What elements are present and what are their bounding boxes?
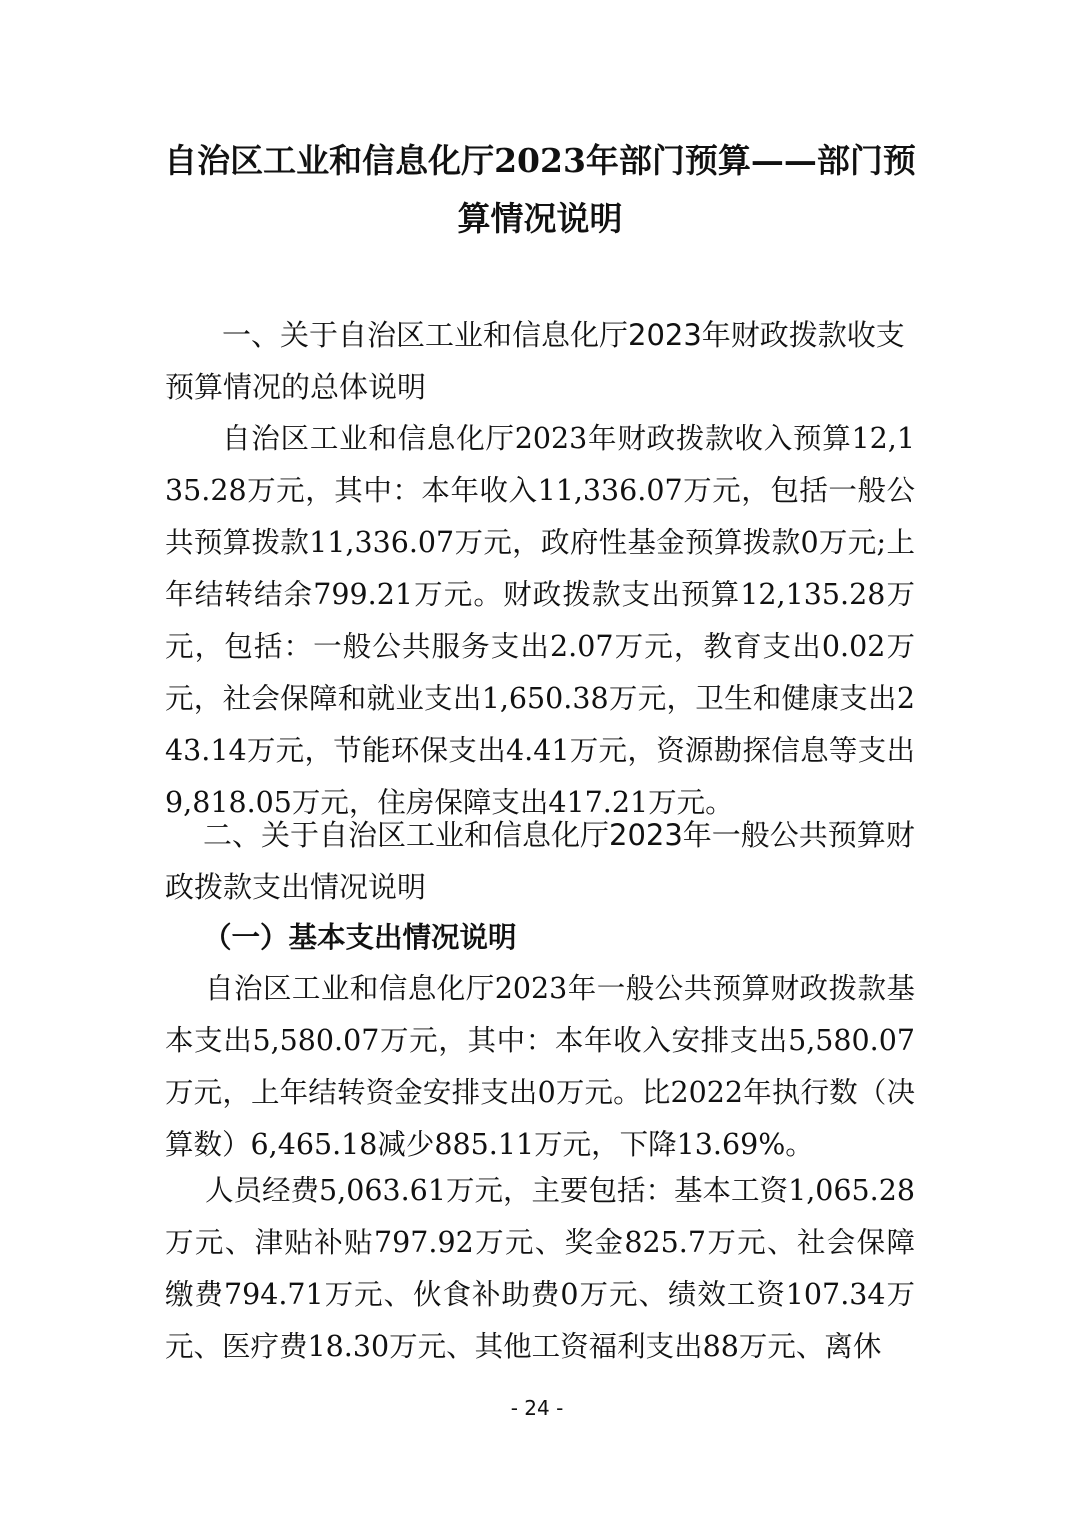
section-2-heading: 二、关于自治区工业和信息化厅2023年一般公共预算财政拨款支出情况说明 (165, 818, 915, 904)
section-1-heading: 一、关于自治区工业和信息化厅2023年财政拨款收支预算情况的总体说明 (165, 318, 905, 404)
section-1-paragraph: 自治区工业和信息化厅2023年财政拨款收入预算12,135.28万元，其中：本年收入11,336.07万元，包括一般公共预算拨款11,336.07万元，政府性基金预算拨款0万元;上年结转结余799.21万元。财政拨款支出预算12,135.28万元，包括：一般公共服务支出2.07万元，教育支出0.02万元，社会保障和就业支出1,650.38万元，卫生和健康支出243.14万元，节能环保支出4.41万元，资源勘探信息等支出9,818.05万元，住房保障支出417.21万元。 (165, 422, 915, 819)
page-number: - 24 - (510, 1396, 564, 1420)
basic-expenditure-subheading: （一）基本支出情况说明 (203, 920, 517, 954)
document-title: 自治区工业和信息化厅2023年部门预算——部门预算情况说明 (164, 141, 916, 238)
personnel-expense-paragraph: 人员经费5,063.61万元，主要包括：基本工资1,065.28万元、津贴补贴797.92万元、奖金825.7万元、社会保障缴费794.71万元、伙食补助费0万元、绩效工资107.34万元、医疗费18.30万元、其他工资福利支出88万元、离休 (165, 1174, 915, 1363)
basic-expenditure-paragraph: 自治区工业和信息化厅2023年一般公共预算财政拨款基本支出5,580.07万元，其中：本年收入安排支出5,580.07万元，上年结转资金安排支出0万元。比2022年执行数（决算数）6,465.18减少885.11万元，下降13.69%。 (165, 972, 915, 1161)
